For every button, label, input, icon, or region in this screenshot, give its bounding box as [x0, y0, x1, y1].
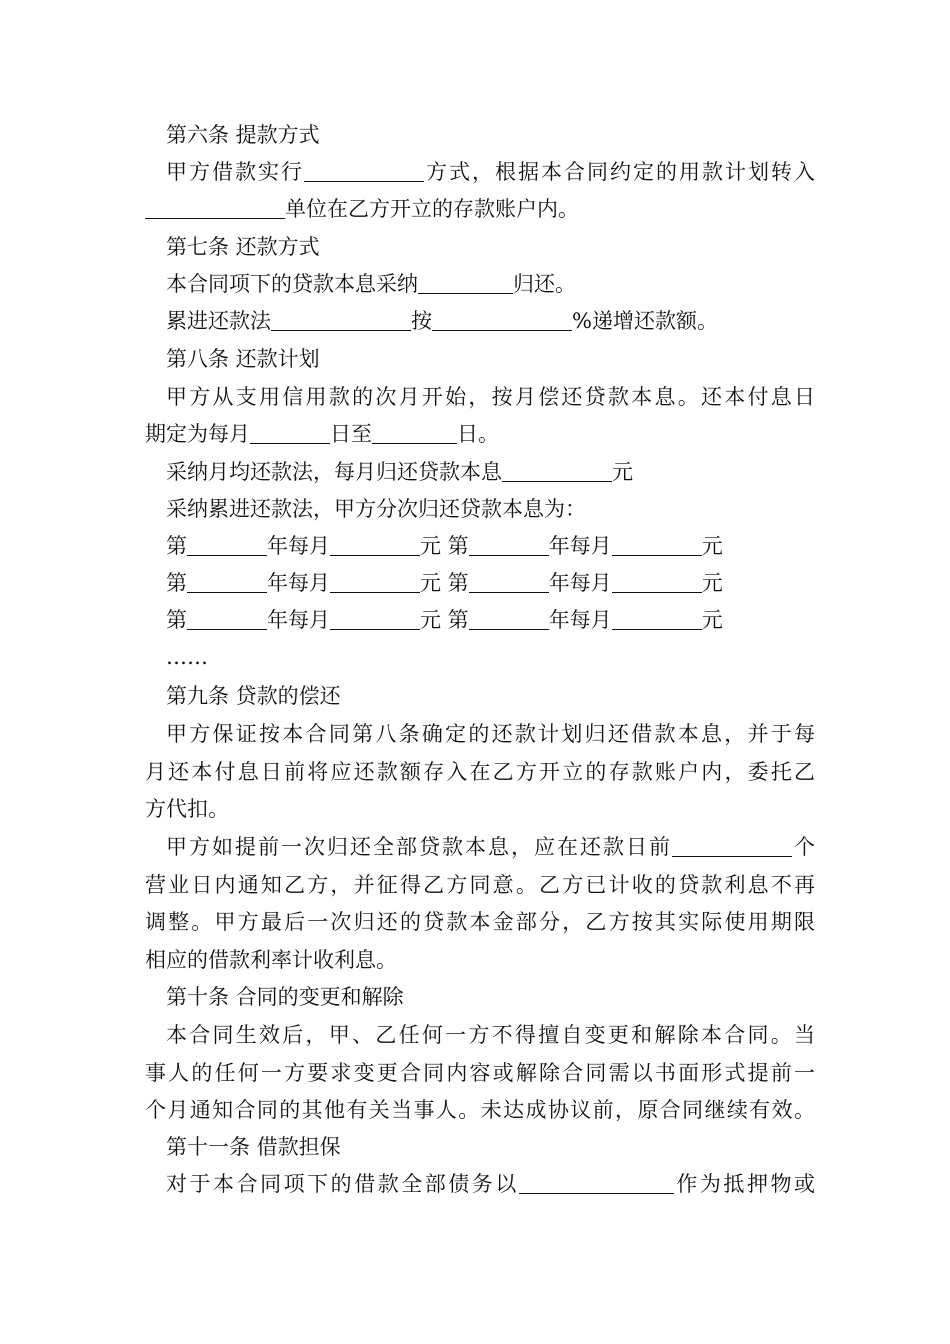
blank-amount: [612, 605, 702, 630]
blank-amount: [612, 568, 702, 593]
article-11-title: 第十一条 借款担保: [166, 1135, 341, 1159]
article-7-paragraph: 本合同项下的贷款本息采纳 归还。: [166, 267, 815, 301]
blank-monthly-amount: [502, 457, 612, 482]
blank-year: [469, 605, 549, 630]
article-9-paragraph-2-line3: 调整。甲方最后一次归还的贷款本金部分，乙方按其实际使用期限: [145, 910, 815, 934]
article-9-paragraph-2-line4: 相应的借款利率计收利息。: [145, 948, 397, 972]
article-9-paragraph-2-line2: 营业日内通知乙方，并征得乙方同意。乙方已计收的贷款利息不再: [145, 873, 815, 897]
article-8-monthly: 采纳月均还款法，每月归还贷款本息 元: [166, 455, 815, 489]
blank-amount: [330, 531, 420, 556]
blank-repayment-method: [418, 269, 513, 294]
article-8-title: 第八条 还款计划: [166, 347, 320, 371]
article-9-title: 第九条 贷款的偿还: [166, 684, 341, 708]
article-9-paragraph-1-line3: 方代扣。: [145, 797, 229, 821]
article-8-paragraph-line2: 期定为每月 日至 日。: [145, 417, 815, 451]
article-10-paragraph-line2: 事人的任何一方要求变更合同内容或解除合同需以书面形式提前一: [145, 1061, 815, 1085]
article-10-paragraph-line3: 个月通知合同的其他有关当事人。未达成协议前，原合同继续有效。: [145, 1098, 815, 1122]
blank-amount: [612, 531, 702, 556]
blank-year: [187, 568, 267, 593]
article-10-paragraph: 本合同生效后，甲、乙任何一方不得擅自变更和解除本合同。当: [166, 1023, 815, 1047]
blank-year: [469, 568, 549, 593]
article-6-paragraph: 甲方借款实行 方式，根据本合同约定的用款计划转入: [166, 155, 815, 189]
article-9-paragraph-2: 甲方如提前一次归还全部贷款本息，应在还款日前 个: [166, 830, 815, 864]
article-9-paragraph-1-line2: 月还本付息日前将应还款额存入在乙方开立的存款账户内，委托乙: [145, 760, 815, 784]
blank-disbursement-method: [304, 157, 424, 182]
schedule-row: 第 年每月 元 第 年每月 元: [166, 529, 815, 563]
article-7-title: 第七条 还款方式: [166, 235, 320, 259]
ellipsis: ……: [166, 645, 208, 669]
blank-progressive-a: [271, 306, 411, 331]
article-6-title: 第六条 提款方式: [166, 123, 320, 147]
article-11-paragraph: 对于本合同项下的借款全部债务以 作为抵押物或: [166, 1167, 815, 1201]
blank-progressive-rate: [432, 306, 572, 331]
blank-year: [187, 531, 267, 556]
article-10-title: 第十条 合同的变更和解除: [166, 985, 404, 1009]
blank-day-to: [372, 419, 457, 444]
article-6-paragraph-line2: 单位在乙方开立的存款账户内。: [145, 192, 815, 226]
blank-day-from: [250, 419, 330, 444]
blank-year: [469, 531, 549, 556]
article-7-progressive: 累进还款法 按 %递增还款额。: [166, 304, 815, 338]
blank-amount: [330, 568, 420, 593]
blank-collateral: [519, 1169, 674, 1194]
blank-year: [187, 605, 267, 630]
blank-recipient-unit: [145, 194, 285, 219]
schedule-row: 第 年每月 元 第 年每月 元: [166, 603, 815, 637]
article-8-paragraph: 甲方从支用信用款的次月开始，按月偿还贷款本息。还本付息日: [166, 385, 815, 409]
article-8-progressive: 采纳累进还款法，甲方分次归还贷款本息为：: [166, 497, 586, 521]
schedule-row: 第 年每月 元 第 年每月 元: [166, 566, 815, 600]
article-9-paragraph-1: 甲方保证按本合同第八条确定的还款计划归还借款本息，并于每: [166, 722, 815, 746]
blank-amount: [330, 605, 420, 630]
blank-notice-days: [672, 832, 792, 857]
